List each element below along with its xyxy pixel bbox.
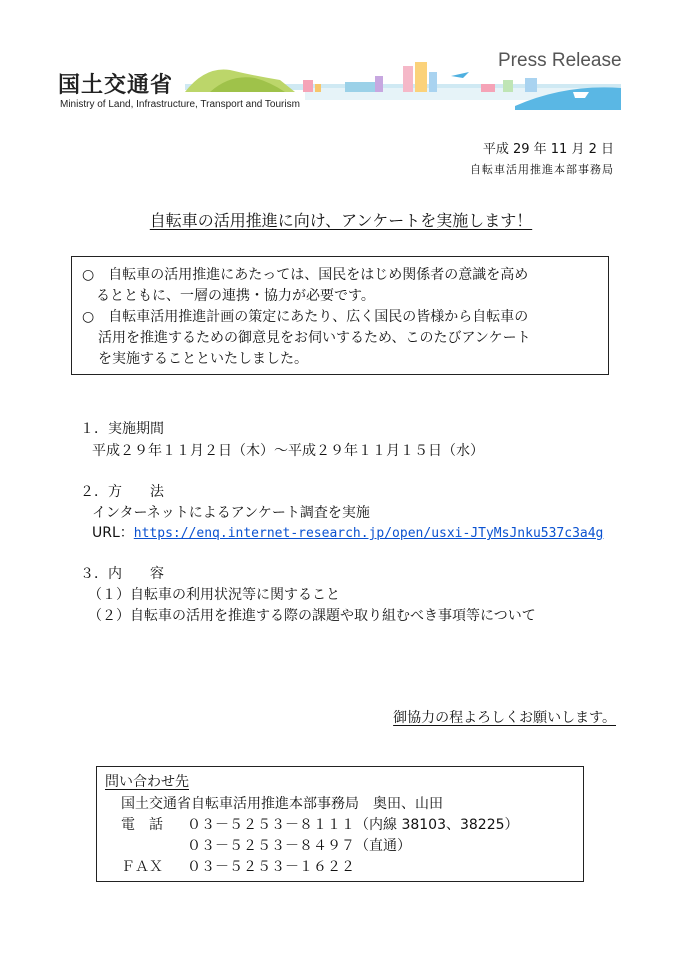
contact-tel-2: ０３－５２５３－８４９７（直通） [187,838,411,854]
summary-p1-line2: るとともに、一層の連携・協力が必要です。 [96,288,375,304]
summary-paragraph-2 [82,307,598,370]
section-2-body: インターネットによるアンケート調査を実施 [92,505,370,521]
section-3-heading: ３．内 容 [80,566,164,582]
page-title [0,208,682,231]
header-landscape-illustration [185,58,621,110]
summary-p2-line3: を実施することといたしました。 [98,351,308,367]
section-1-heading: １．実施期間 [80,421,164,437]
ministry-logo-text: 国土交通省 [58,73,174,98]
contact-org-people: 国土交通省自転車活用推進本部事務局 奥田、山田 [121,796,443,812]
survey-url-label: URL： [92,525,134,541]
page-title-text: 自転車の活用推進に向け、アンケートを実施します！ [149,211,533,230]
contact-tel-1: ０３－５２５３－８１１１（内線 38103、38225） [187,817,519,833]
contact-fax-label: ＦＡＸ [121,859,163,875]
contact-box [96,766,584,882]
section-1-body: 平成２９年１１月２日（木）～平成２９年１１月１５日（水） [92,443,484,459]
survey-url-link[interactable]: https://enq.internet-research.jp/open/usxi-JTyMsJnku537c3a4g [133,526,604,541]
ministry-logo-subtitle: Ministry of Land, Infrastructure, Transport and Tourism [60,99,300,110]
section-3-item-2: （２）自転車の活用を推進する際の課題や取り組むべき事項等について [88,608,536,624]
contact-fax: ０３－５２５３－１６２２ [187,859,355,875]
press-release-label: Press Release [498,50,622,71]
summary-p2-line2: 活用を推進するための御意見をお伺いするため、このたびアンケート [98,330,531,346]
summary-box [71,256,609,375]
section-3-item-1: （１）自転車の利用状況等に関すること [88,587,340,603]
contact-tel-label: 電 話 [121,817,163,833]
survey-url-row [92,522,603,542]
summary-paragraph-1 [82,265,598,307]
section-2-heading: ２．方 法 [80,484,164,500]
closing-message: 御協力の程よろしくお願いします。 [393,710,616,726]
summary-p2-line1: ○ 自転車活用推進計画の策定にあたり、広く国民の皆様から自転車の [82,309,529,325]
issuer-office: 自転車活用推進本部事務局 [470,163,614,176]
summary-p1-line1: ○ 自転車の活用推進にあたっては、国民をはじめ関係者の意識を高め [82,267,529,283]
contact-heading: 問い合わせ先 [105,774,189,790]
release-date: 平成 29 年 11 月 2 日 [482,142,614,157]
